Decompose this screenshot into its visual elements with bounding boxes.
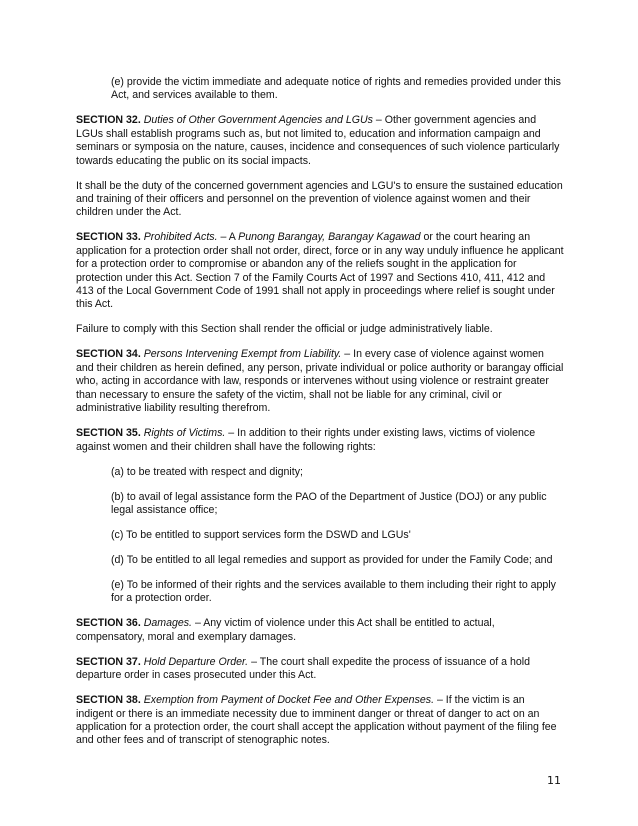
section-32 xyxy=(76,114,564,168)
section-number: SECTION 33. xyxy=(76,231,141,244)
section-title: Exemption from Payment of Docket Fee and Other Expenses. xyxy=(143,694,435,707)
section-35 xyxy=(76,427,564,454)
document-body xyxy=(76,76,564,759)
section-number: SECTION 37. xyxy=(76,655,141,668)
list-item: (a) to be treated with respect and dignity; xyxy=(111,465,303,478)
section-text: – If the victim is an indigent or there is an immediate necessity due to imminent danger or threat of danger to act on an application for a protection order, the court shall accept the application without payment of the filing fee and other fees and of transcript of stenographic notes. xyxy=(76,694,557,747)
section-text: – Other government agencies and LGUs shall establish programs such as, but not limited to, education and information campaign and seminars or symposia on the nature, causes, incidence and consequences of such violence particularly towards educating the public on its social impacts. xyxy=(76,114,560,167)
paragraph: It shall be the duty of the concerned government agencies and LGU's to ensure the sustained education and training of their officers and personnel on the prevention of violence against women and their children under the Act. xyxy=(76,179,563,219)
section-number: SECTION 32. xyxy=(76,114,141,127)
section-37 xyxy=(76,656,564,683)
section-text: – The court shall expedite the process of issuance of a hold departure order in cases prosecuted under this Act. xyxy=(76,655,531,682)
section-title: Damages. xyxy=(143,617,193,630)
section-text-pre: – A xyxy=(217,231,239,244)
section-title: Hold Departure Order. xyxy=(143,655,249,668)
paragraph: Failure to comply with this Section shall render the official or judge administratively liable. xyxy=(76,323,493,336)
list-item: (b) to avail of legal assistance form the PAO of the Department of Justice (DOJ) or any public legal assistance office; xyxy=(111,490,547,516)
list-item: (d) To be entitled to all legal remedies and support as provided for under the Family Code; and xyxy=(111,553,553,566)
section-38 xyxy=(76,694,564,748)
section-text: or the court hearing an application for a protection order shall not order, direct, force or in any way unduly influence he applicant for a protection order to compromise or abandon any of the reliefs sought in the application for protection under this Act. Section 7 of the Family Courts Act of 1997 and Sections 410, 411, 412 and 413 of the Local Government Code of 1991 shall not apply in proceedings where relief is sought under this Act. xyxy=(76,231,564,311)
section-text-italic: Punong Barangay, Barangay Kagawad xyxy=(238,231,421,244)
list-item: (e) To be informed of their rights and the services available to them including their right to apply for a protection order. xyxy=(111,578,556,605)
section-text: – In every case of violence against women and their children as herein defined, any person, private individual or police authority or barangay official who, acting in accordance with law, responds or intervenes without using violence or restraint greater than necessary to ensure the safety of the victim, shall not be liable for any criminal, civil or administrative liability resulting therefrom. xyxy=(76,348,564,415)
page-number: 11 xyxy=(547,774,561,787)
section-number: SECTION 34. xyxy=(76,348,141,361)
section-text: – Any victim of violence under this Act shall be entitled to actual, compensatory, moral and exemplary damages. xyxy=(76,617,495,643)
list-item: (e) provide the victim immediate and adequate notice of rights and remedies provided under this Act, and services available to them. xyxy=(111,76,561,102)
section-34 xyxy=(76,348,564,415)
section-title: Prohibited Acts. xyxy=(143,231,218,244)
section-number: SECTION 38. xyxy=(76,694,141,707)
section-title: Duties of Other Government Agencies and LGUs xyxy=(143,114,373,127)
list-item: (c) To be entitled to support services form the DSWD and LGUs' xyxy=(111,528,411,541)
section-33 xyxy=(76,231,564,311)
section-text: – In addition to their rights under existing laws, victims of violence against women and their children shall have the following rights: xyxy=(76,427,536,453)
section-title: Persons Intervening Exempt from Liability. xyxy=(143,348,342,361)
section-title: Rights of Victims. xyxy=(143,427,226,440)
section-number: SECTION 35. xyxy=(76,427,141,440)
section-36 xyxy=(76,617,564,644)
section-number: SECTION 36. xyxy=(76,617,141,630)
